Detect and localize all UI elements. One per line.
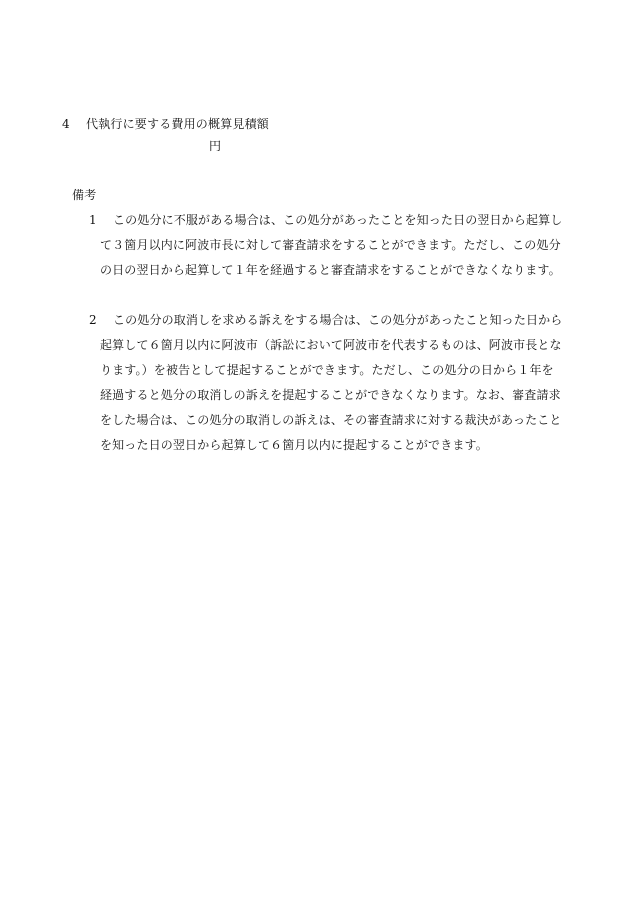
note-line: て３箇月以内に阿波市長に対して審査請求をすることができます。ただし、この処分	[100, 238, 561, 252]
section-4-number: 4	[62, 117, 70, 131]
note-line: を知った日の翌日から起算して６箇月以内に提起することができます。	[100, 438, 488, 452]
note-line: 経過すると処分の取消しの訴えを提起することができなくなります。なお、審査請求	[100, 388, 561, 402]
remarks-title: 備考	[72, 188, 97, 202]
note-number: 2	[89, 313, 97, 327]
note-line: この処分に不服がある場合は、この処分があったことを知った日の翌日から起算し	[113, 213, 563, 227]
section-4-title: 代執行に要する費用の概算見積額	[86, 117, 270, 131]
amount-unit: 円	[209, 139, 222, 153]
note-number: 1	[89, 213, 97, 227]
section-4-heading	[62, 117, 269, 131]
note-line: 起算して６箇月以内に阿波市（訴訟において阿波市を代表するものは、阿波市長とな	[100, 338, 562, 352]
note-line: をした場合は、この処分の取消しの訴えは、その審査請求に対する裁決があったこと	[100, 413, 562, 427]
note-line: この処分の取消しを求める訴えをする場合は、この処分があったこと知った日から	[113, 313, 563, 327]
note-line: ります。）を被告として提起することができます。ただし、この処分の日から１年を	[100, 363, 554, 377]
note-line: の日の翌日から起算して１年を経過すると審査請求をすることができなくなります。	[100, 263, 561, 277]
